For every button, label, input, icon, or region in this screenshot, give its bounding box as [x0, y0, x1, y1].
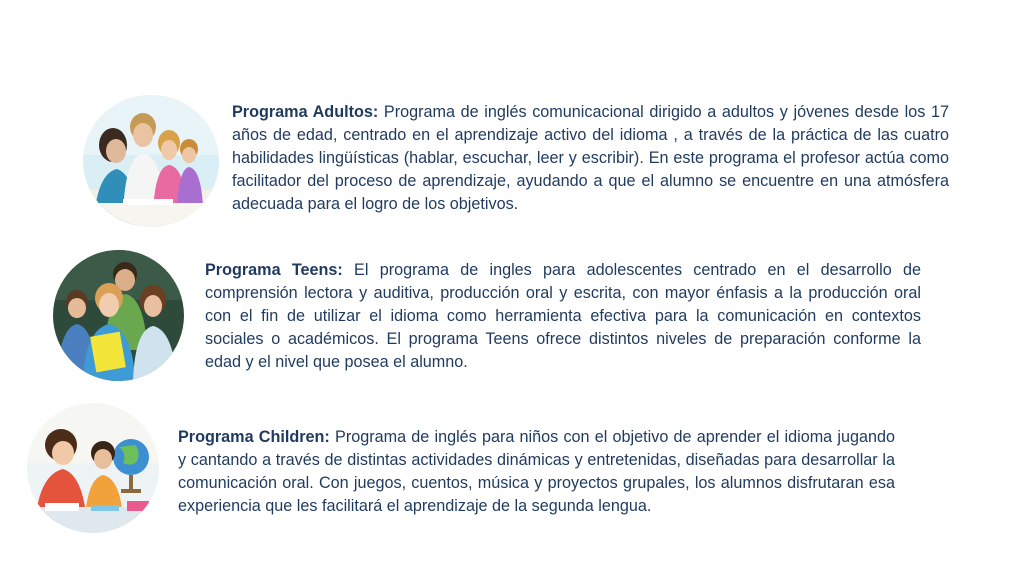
program-adultos-description: Programa de inglés comunicacional dirigido a adultos y jóvenes desde los 17 años de edad, centrado en el aprendizaje activo del idioma , a través de la práctica de las cuatro habilidades lingüísticas (hablar, escuchar, leer y escribir). En este programa el profesor actúa como facilitador del proceso de aprendizaje, ayudando a que el alumno se encuentre en una atmósfera adecuada para el logro de los objetivos. [232, 103, 949, 213]
program-children-description: Programa de inglés para niños con el objetivo de aprender el idioma jugando y cantando a través de distintas actividades dinámicas y entretenidas, diseñadas para desarrollar la comunicación oral. Con juegos, cuentos, música y proyectos grupales, los alumnos disfrutaran esa experiencia que les facilitará el aprendizaje de la segunda lengua. [178, 428, 895, 515]
teens-students-photo [53, 250, 184, 381]
adults-students-photo [83, 95, 219, 227]
program-teens-text [205, 259, 921, 374]
program-teens-title: Programa Teens: [205, 261, 343, 279]
program-adultos-text [232, 101, 949, 216]
program-children-title: Programa Children: [178, 428, 330, 446]
children-students-photo [27, 403, 159, 533]
program-children-text [178, 426, 895, 518]
program-adultos-title: Programa Adultos: [232, 103, 379, 121]
program-teens-description: El programa de ingles para adolescentes centrado en el desarrollo de comprensión lectora y auditiva, producción oral y escrita, con mayor énfasis a la producción oral con el fin de utilizar el idioma como herramienta efectiva para la comunicación en contextos sociales o académicos. El programa Teens ofrece distintos niveles de preparación conforme la edad y el nivel que posea el alumno. [205, 261, 921, 371]
